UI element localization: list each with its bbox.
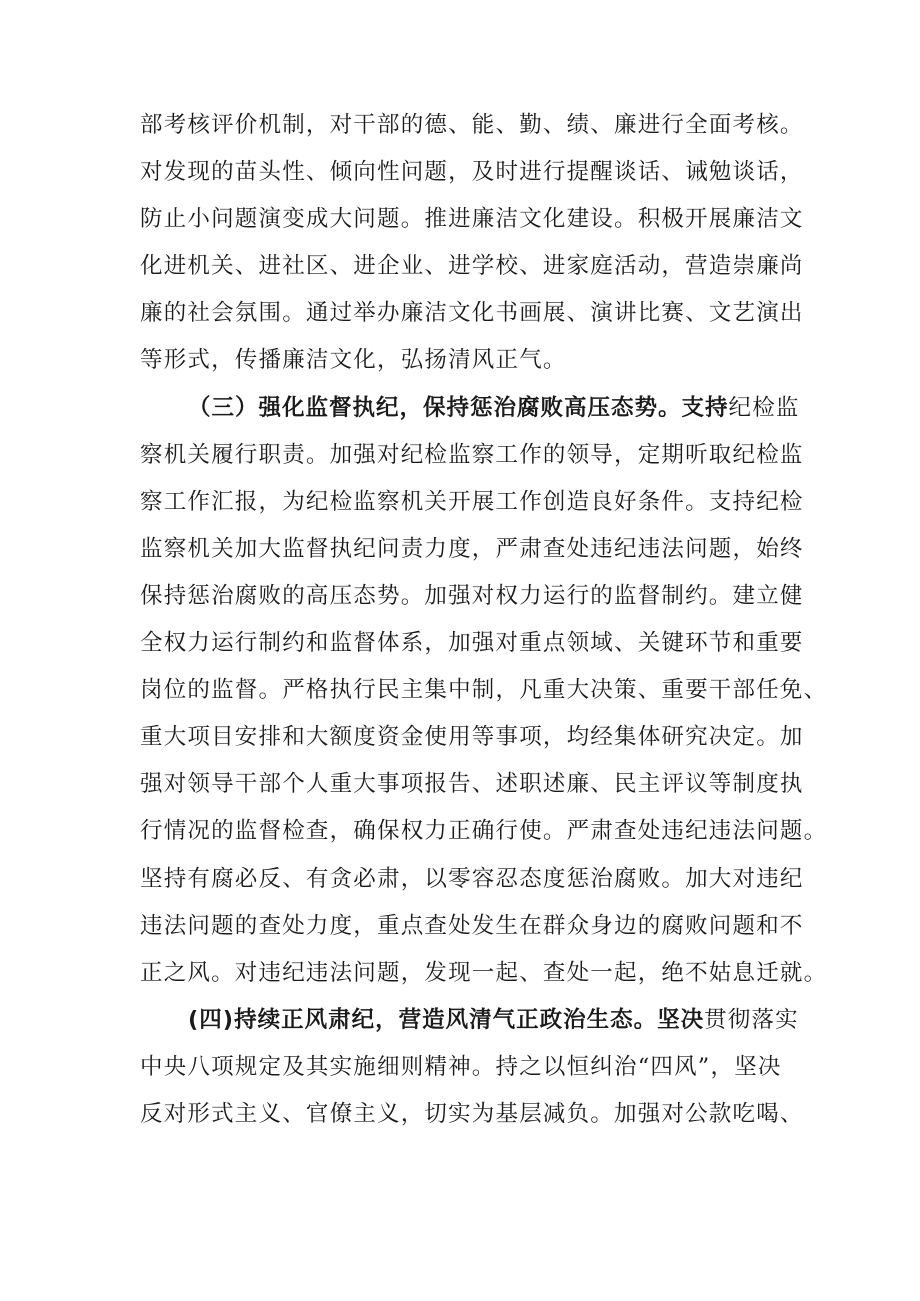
text-line: 全权力运行制约和监督体系，加强对重点领域、关键环节和重要: [140, 630, 804, 657]
text-line: 重大项目安排和大额度资金使用等事项，均经集体研究决定。加: [140, 724, 804, 751]
text-line: 化进机关、进社区、进企业、进学校、进家庭活动，营造崇廉尚: [140, 253, 804, 280]
section-heading-four: (四)持续正风肃纪，营造风清气正政治生态。坚决: [188, 1006, 705, 1033]
section-heading-line: [140, 385, 800, 432]
text-line: 违法问题的查处力度，重点查处发生在群众身边的腐败问题和不: [140, 912, 804, 939]
text-run: 贯彻落实: [704, 1006, 799, 1033]
section-heading-three: （三）强化监督执纪，保持惩治腐败高压态势。支持: [188, 394, 729, 421]
text-line: 反对形式主义、官僚主义，切实为基层减负。加强对公款吃喝、: [140, 1100, 804, 1127]
text-line: 保持惩治腐败的高压态势。加强对权力运行的监督制约。建立健: [140, 582, 804, 609]
text-line: 廉的社会氛围。通过举办廉洁文化书画展、演讲比赛、文艺演出: [140, 300, 804, 327]
document-body: [140, 102, 828, 1138]
text-line: 察机关履行职责。加强对纪检监察工作的领导，定期听取纪检监: [140, 441, 804, 468]
text-run: 纪检监: [728, 394, 800, 421]
text-line: 岗位的监督。严格执行民主集中制，凡重大决策、重要干部任免、: [140, 677, 828, 704]
text-line: 监察机关加大监督执纪问责力度，严肃查处违纪违法问题，始终: [140, 535, 804, 562]
text-line: 察工作汇报，为纪检监察机关开展工作创造良好条件。支持纪检: [140, 488, 804, 515]
text-line: 防止小问题演变成大问题。推进廉洁文化建设。积极开展廉洁文: [140, 206, 804, 233]
text-line: 正之风。对违纪违法问题，发现一起、查处一起，绝不姑息迁就。: [140, 959, 828, 986]
text-line: 对发现的苗头性、倾向性问题，及时进行提醒谈话、诫勉谈话，: [140, 159, 804, 186]
text-line: 强对领导干部个人重大事项报告、述职述廉、民主评议等制度执: [140, 771, 804, 798]
text-line: 中央八项规定及其实施细则精神。持之以恒纠治“四风”，坚决: [140, 1053, 782, 1080]
text-line: 行情况的监督检查，确保权力正确行使。严肃查处违纪违法问题。: [140, 818, 828, 845]
text-line: 部考核评价机制，对干部的德、能、勤、绩、廉进行全面考核。: [140, 112, 804, 138]
text-line: 坚持有腐必反、有贪必肃，以零容忍态度惩治腐败。加大对违纪: [140, 865, 804, 892]
text-line: 等形式，传播廉洁文化，弘扬清风正气。: [140, 347, 567, 374]
section-heading-line: [140, 997, 800, 1044]
